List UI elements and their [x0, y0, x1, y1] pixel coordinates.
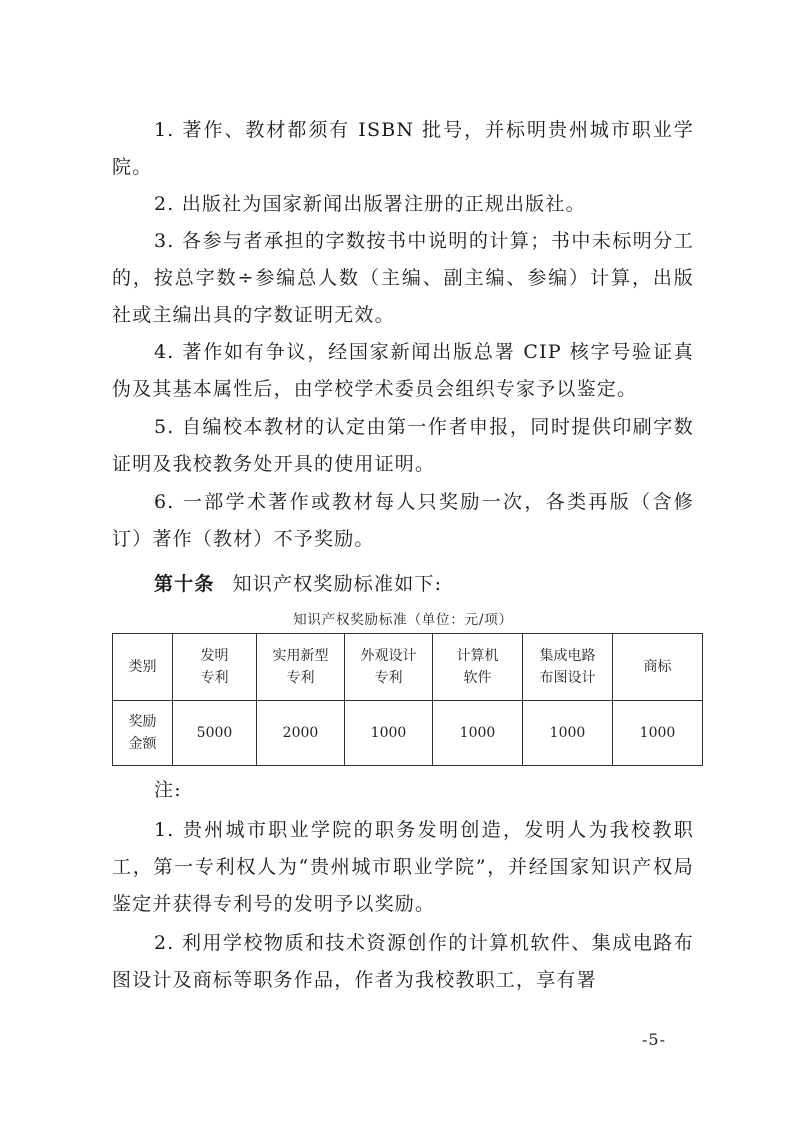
table-reward-row — [113, 701, 703, 766]
paragraph-word-count-rule: 3. 各参与者承担的字数按书中说明的计算；书中未标明分工的，按总字数÷参编总人数（主编、副主编、参编）计算，出版社或主编出具的字数证明无效。 — [112, 230, 694, 326]
article-text: 知识产权奖励标准如下: — [232, 573, 443, 595]
paragraph-reward-once-rule: 6. 一部学术著作或教材每人只奖励一次，各类再版（含修订）著作（教材）不予奖励。 — [112, 491, 694, 550]
reward-value-invention: 5000 — [173, 701, 257, 766]
header-row-label: 类别 — [113, 634, 173, 701]
ip-reward-table — [112, 633, 703, 766]
reward-value-trademark: 1000 — [613, 701, 703, 766]
article-label: 第十条 — [154, 573, 215, 595]
reward-value-software: 1000 — [433, 701, 523, 766]
paragraph-publisher-requirement: 2. 出版社为国家新闻出版署注册的正规出版社。 — [154, 193, 586, 215]
header-invention-patent: 发明 专利 — [173, 634, 257, 701]
reward-value-utility-model: 2000 — [257, 701, 345, 766]
page-number: -5- — [642, 1030, 666, 1049]
reward-row-label: 奖励 金额 — [113, 701, 173, 766]
notes-heading: 注: — [154, 779, 182, 801]
paragraph-school-textbook-rule: 5. 自编校本教材的认定由第一作者申报，同时提供印刷字数证明及我校教务处开具的使用证明。 — [112, 416, 694, 475]
paragraph-dispute-rule: 4. 著作如有争议，经国家新闻出版总署 CIP 核字号验证真伪及其基本属性后，由学校学术委员会组织专家予以鉴定。 — [112, 341, 694, 400]
header-design-patent: 外观设计 专利 — [345, 634, 433, 701]
header-software: 计算机 软件 — [433, 634, 523, 701]
article-ten-heading — [154, 566, 442, 603]
header-utility-model-patent: 实用新型 专利 — [257, 634, 345, 701]
reward-value-design: 1000 — [345, 701, 433, 766]
header-trademark: 商标 — [613, 634, 703, 701]
note-software-works: 2. 利用学校物质和技术资源创作的计算机软件、集成电路布图设计及商标等职务作品，作者为我校教职工，享有署 — [112, 932, 694, 991]
table-caption: 知识产权奖励标准（单位：元/项） — [293, 612, 513, 628]
paragraph-isbn-requirement: 1. 著作、教材都须有 ISBN 批号，并标明贵州城市职业学院。 — [112, 119, 694, 178]
note-invention-reward: 1. 贵州城市职业学院的职务发明创造，发明人为我校教职工，第一专利权人为“贵州城市职业学院”，并经国家知识产权局鉴定并获得专利号的发明予以奖励。 — [112, 819, 694, 915]
table-header-row — [113, 634, 703, 701]
header-ic-layout: 集成电路 布图设计 — [523, 634, 613, 701]
reward-value-ic-layout: 1000 — [523, 701, 613, 766]
